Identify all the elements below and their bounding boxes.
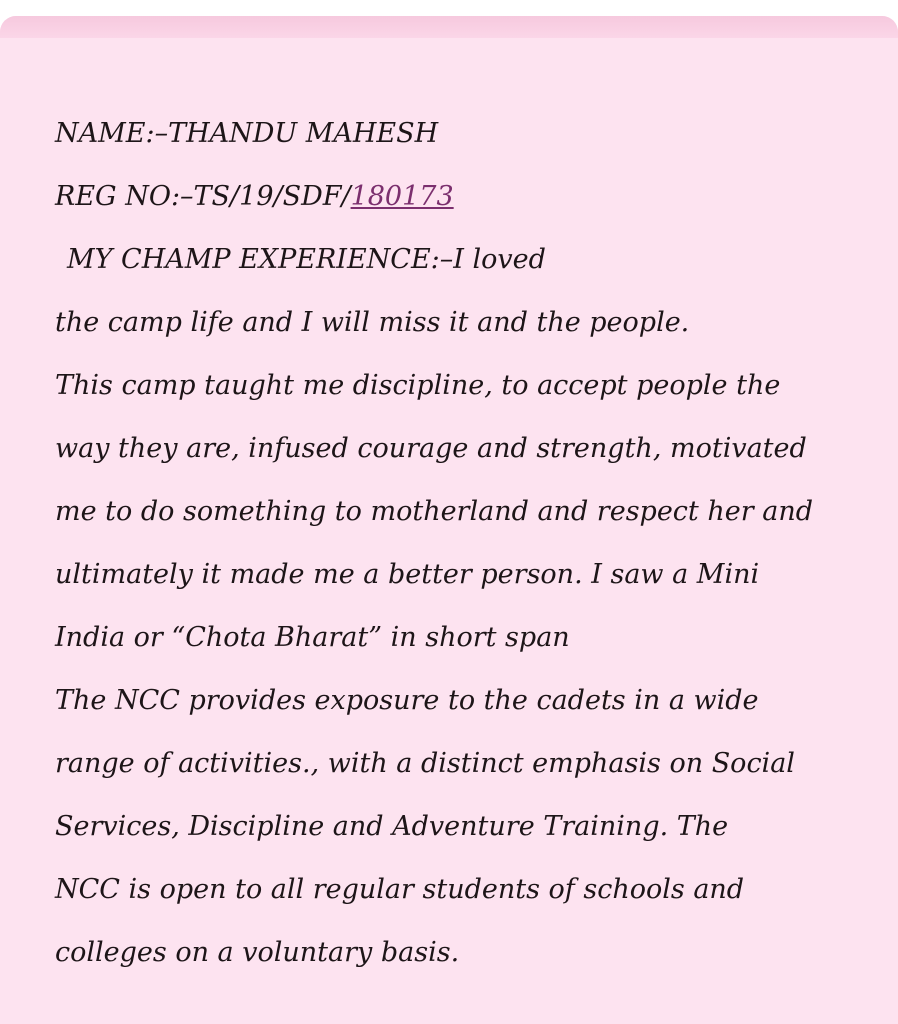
reg-number-link[interactable]: 180173 xyxy=(350,181,454,212)
text-line-8: The NCC provides exposure to the cadets in a wide xyxy=(55,685,759,716)
note-top-bar xyxy=(0,16,898,38)
text-line-7: India or “Chota Bharat” in short span xyxy=(55,622,570,653)
reg-prefix: REG NO:–TS/19/SDF/ xyxy=(55,181,351,212)
text-line-9: range of activities., with a distinct emphasis on Social xyxy=(55,748,795,779)
name-line: NAME:–THANDU MAHESH xyxy=(55,118,439,149)
text-line-2: the camp life and I will miss it and the people. xyxy=(55,307,690,338)
text-line-10: Services, Discipline and Adventure Training. The xyxy=(55,811,729,842)
text-line-4: way they are, infused courage and strength, motivated xyxy=(55,433,807,464)
text-line-1: MY CHAMP EXPERIENCE:–I loved xyxy=(67,244,546,275)
note-body[interactable] xyxy=(55,102,875,984)
text-line-12: colleges on a voluntary basis. xyxy=(55,937,460,968)
reg-line xyxy=(55,165,875,228)
text-line-11: NCC is open to all regular students of schools and xyxy=(55,874,745,905)
text-line-5: me to do something to motherland and respect her and xyxy=(55,496,813,527)
text-line-3: This camp taught me discipline, to accept people the xyxy=(55,370,781,401)
note-card xyxy=(0,16,898,1024)
text-line-6: ultimately it made me a better person. I saw a Mini xyxy=(55,559,760,590)
